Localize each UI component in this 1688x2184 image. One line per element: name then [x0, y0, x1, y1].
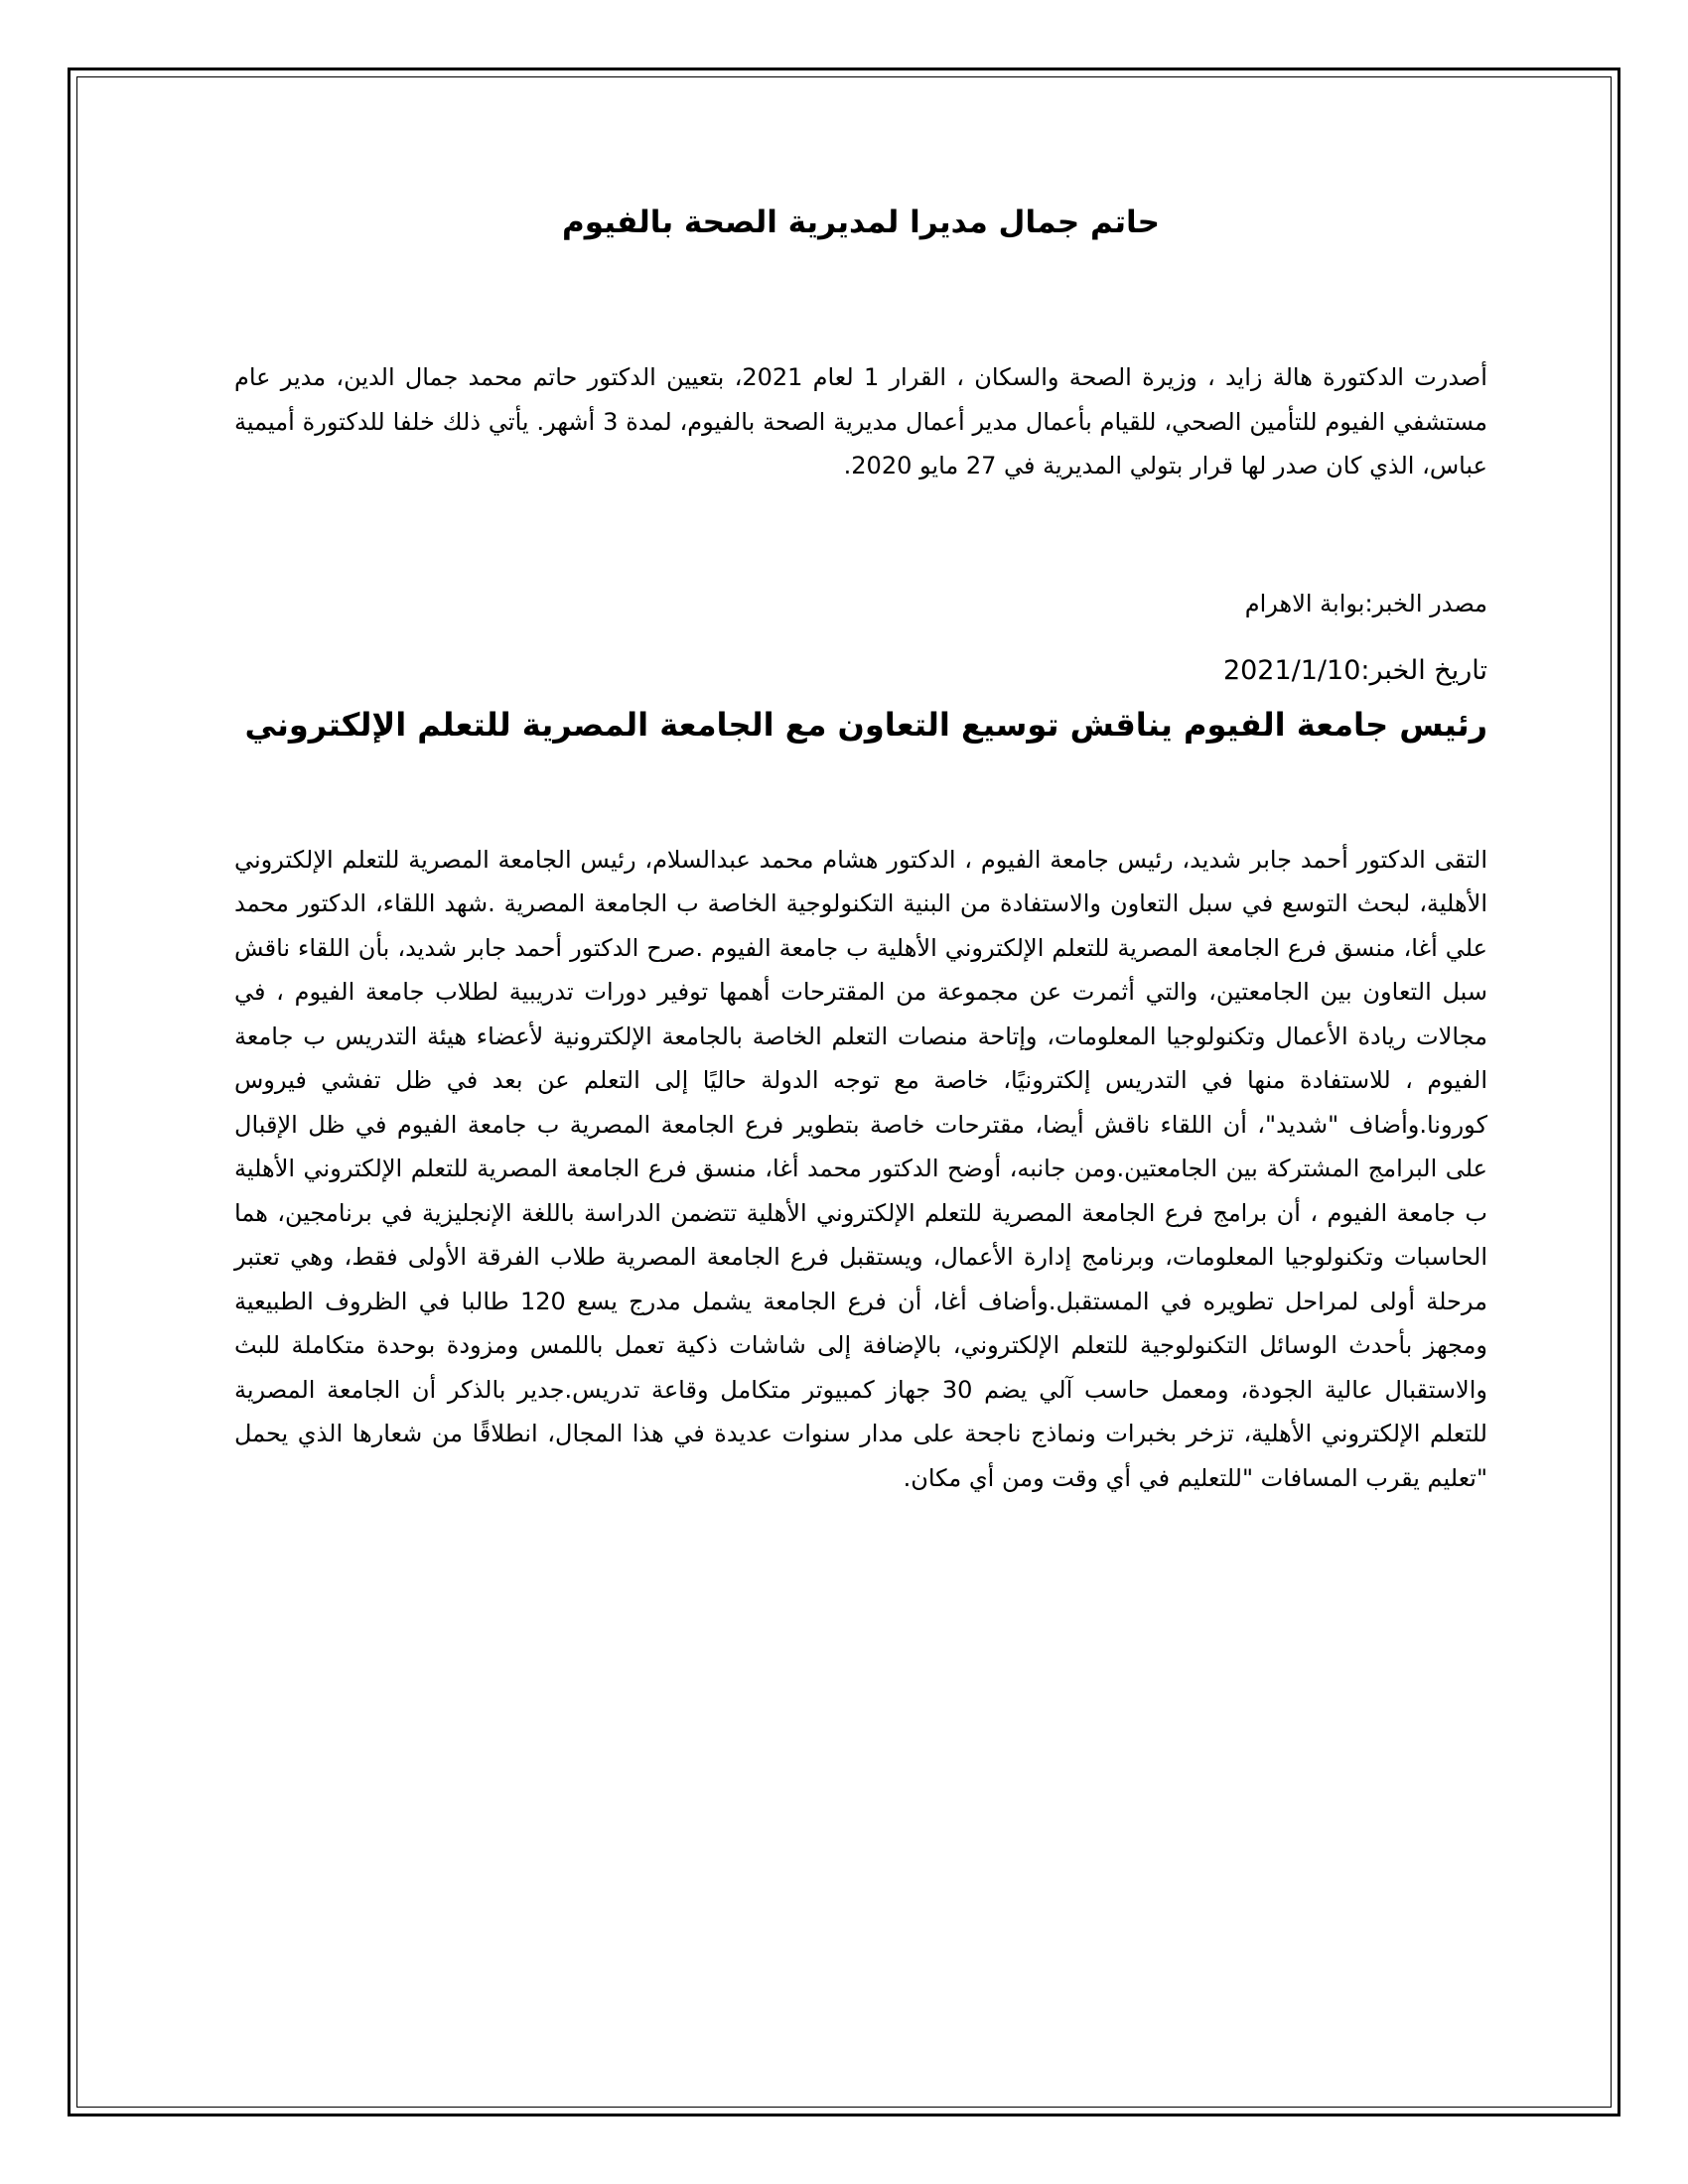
- article-1-date: تاريخ الخبر:2021/1/10: [1222, 654, 1487, 686]
- article-2-body: التقى الدكتور أحمد جابر شديد، رئيس جامعة الفيوم ، الدكتور هشام محمد عبدالسلام، رئيس الجامعة المصرية للتعلم الإلكتروني الأهلية، لبحث التوسع في سبل التعاون والاستفادة من البنية التكنولوجية الخاصة ب الجامعة المصرية .شهد اللقاء، الدكتور محمد علي أغا، منسق فرع الجامعة المصرية للتعلم الإلكتروني الأهلية ب جامعة الفيوم .صرح الدكتور أحمد جابر شديد، بأن اللقاء ناقش سبل التعاون بين الجامعتين، والتي أثمرت عن مجموعة من المقترحات أهمها توفير دورات تدريبية لطلاب جامعة الفيوم ، في مجالات ريادة الأعمال وتكنولوجيا المعلومات، وإتاحة منصات التعلم الخاصة بالجامعة الإلكترونية لأعضاء هيئة التدريس ب جامعة الفيوم ، للاستفادة منها في التدريس إلكترونيًا، خاصة مع توجه الدولة حاليًا إلى التعلم عن بعد في ظل تفشي فيروس كورونا.وأضاف "شديد"، أن اللقاء ناقش أيضا، مقترحات خاصة بتطوير فرع الجامعة المصرية ب جامعة الفيوم في ظل الإقبال على البرامج المشتركة بين الجامعتين.ومن جانبه، أوضح الدكتور محمد أغا، منسق فرع الجامعة المصرية للتعلم الإلكتروني الأهلية ب جامعة الفيوم ، أن برامج فرع الجامعة المصرية للتعلم الإلكتروني الأهلية تتضمن الدراسة باللغة الإنجليزية في برنامجين، هما الحاسبات وتكنولوجيا المعلومات، وبرنامج إدارة الأعمال، ويستقبل فرع الجامعة المصرية طلاب الفرقة الأولى فقط، وهي تعتبر مرحلة أولى لمراحل تطويره في المستقبل.وأضاف أغا، أن فرع الجامعة يشمل مدرج يسع 120 طالبا في الظروف الطبيعية ومجهز بأحدث الوسائل التكنولوجية للتعلم الإلكتروني، بالإضافة إلى شاشات ذكية تعمل باللمس ومزودة بوحدة متكاملة للبث والاستقبال عالية الجودة، ومعمل حاسب آلي يضم 30 جهاز كمبيوتر متكامل وقاعة تدريس.جدير بالذكر أن الجامعة المصرية للتعلم الإلكتروني الأهلية، تزخر بخبرات ونماذج ناجحة على مدار سنوات عديدة في هذا المجال، انطلاقًا من شعارها الذي يحمل "تعليم يقرب المسافات "للتعليم في أي وقت ومن أي مكان.: [234, 845, 1487, 1492]
- article-1-body: أصدرت الدكتورة هالة زايد ، وزيرة الصحة والسكان ، القرار 1 لعام 2021، بتعيين الدكتور حاتم محمد جمال الدين، مدير عام مستشفي الفيوم للتأمين الصحي، للقيام بأعمال مدير أعمال مديرية الصحة بالفيوم، لمدة 3 أشهر. يأتي ذلك خلفا للدكتورة أميمية عباس، الذي كان صدر لها قرار بتولي المديرية في 27 مايو 2020.: [234, 363, 1487, 479]
- article-1-title: حاتم جمال مديرا لمديرية الصحة بالفيوم: [562, 205, 1160, 240]
- article-2-title: رئيس جامعة الفيوم يناقش توسيع التعاون مع الجامعة المصرية للتعلم الإلكتروني: [244, 705, 1487, 744]
- article-1-source: مصدر الخبر:بوابة الاهرام: [1244, 589, 1487, 617]
- document-content: [234, 189, 1487, 1500]
